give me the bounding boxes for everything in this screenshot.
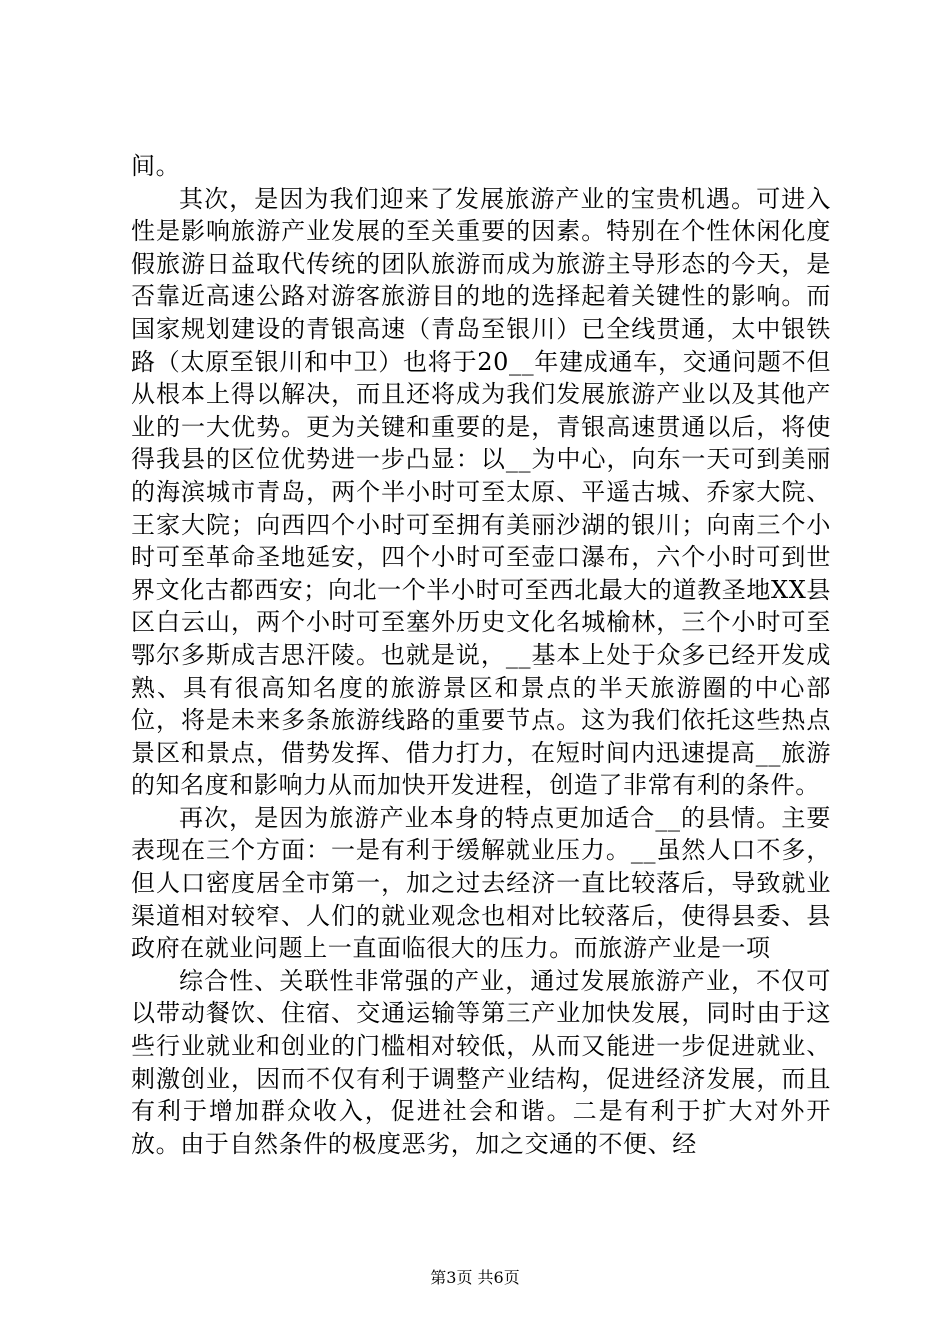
body-text	[131, 150, 831, 1160]
paragraph-3: 再次，是因为旅游产业本身的特点更加适合__的县情。主要表现在三个方面：一是有利于缓解就业压力。__虽然人口不多，但人口密度居全市第一，加之过去经济一直比较落后，导致就业渠道相对较窄、人们的就业观念也相对比较落后，使得县委、县政府在就业问题上一直面临很大的压力。而旅游产业是一项	[131, 803, 831, 963]
page-footer: 第3页 共6页	[430, 1268, 520, 1287]
paragraph-4: 综合性、关联性非常强的产业，通过发展旅游产业，不仅可以带动餐饮、住宿、交通运输等第三产业加快发展，同时由于这些行业就业和创业的门槛相对较低，从而又能进一步促进就业、刺激创业，因而不仅有利于调整产业结构，促进经济发展，而且有利于增加群众收入，促进社会和谐。二是有利于扩大对外开放。由于自然条件的极度恶劣，加之交通的不便、经	[131, 966, 831, 1158]
paragraph-2: 其次，是因为我们迎来了发展旅游产业的宝贵机遇。可进入性是影响旅游产业发展的至关重要的因素。特别在个性休闲化度假旅游日益取代传统的团队旅游而成为旅游主导形态的今天，是否靠近高速公路对游客旅游目的地的选择起着关键性的影响。而国家规划建设的青银高速（青岛至银川）已全线贯通，太中银铁路（太原至银川和中卫）也将于20__年建成通车，交通问题不但从根本上得以解决，而且还将成为我们发展旅游产业以及其他产业的一大优势。更为关键和重要的是，青银高速贯通以后，将使得我县的区位优势进一步凸显：以__为中心，向东一天可到美丽的海滨城市青岛，两个半小时可至太原、平遥古城、乔家大院、王家大院；向西四个小时可至拥有美丽沙湖的银川；向南三个小时可至革命圣地延安，四个小时可至壶口瀑布，六个小时可到世界文化古都西安；向北一个半小时可至西北最大的道教圣地XX县区白云山，两个小时可至塞外历史文化名城榆林，三个小时可至鄂尔多斯成吉思汗陵。也就是说，__基本上处于众多已经开发成熟、具有很高知名度的旅游景区和景点的半天旅游圈的中心部位，将是未来多条旅游线路的重要节点。这为我们依托这些热点景区和景点，借势发挥、借力打力，在短时间内迅速提高__旅游的知名度和影响力从而加快开发进程，创造了非常有利的条件。	[131, 184, 831, 800]
paragraph-1: 间。	[131, 152, 181, 180]
